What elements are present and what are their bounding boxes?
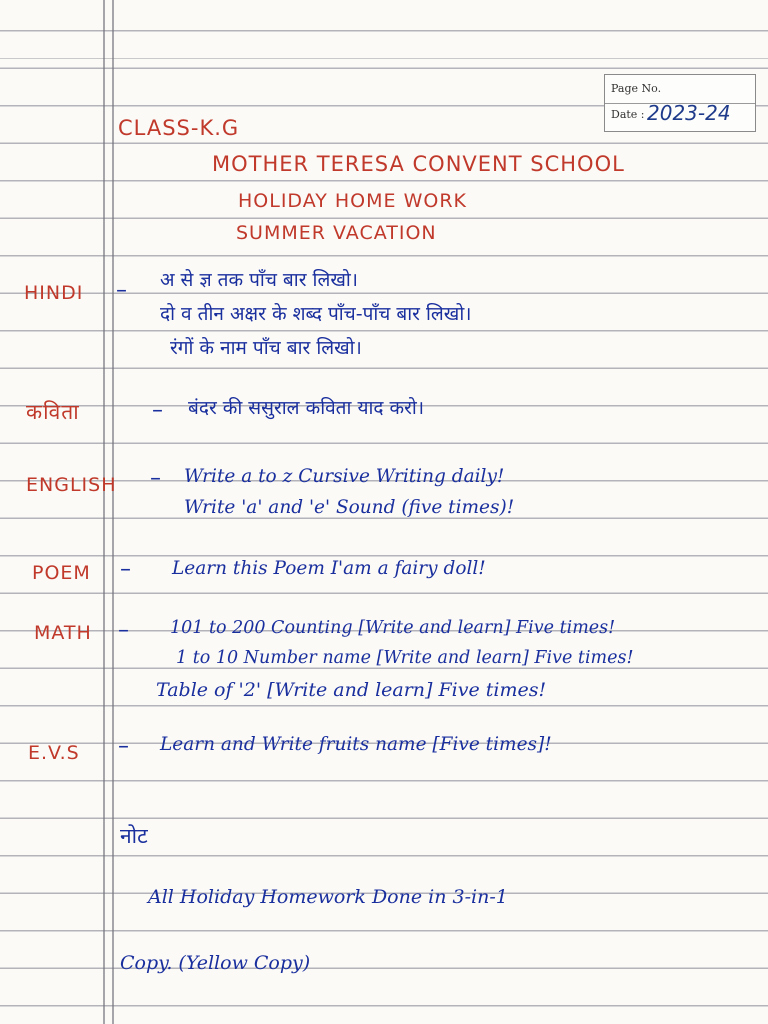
margin-line-inner — [112, 0, 114, 1024]
english-line-1: Write a to z Cursive Writing daily! — [184, 466, 505, 487]
dash: – — [118, 618, 129, 643]
dash: – — [118, 734, 129, 759]
school-name: MOTHER TERESA CONVENT SCHOOL — [212, 152, 625, 176]
note-line-2: Copy. (Yellow Copy) — [120, 952, 311, 974]
subject-english: ENGLISH — [26, 474, 117, 496]
holiday-homework-title: HOLIDAY HOME WORK — [238, 190, 467, 212]
subject-math: MATH — [34, 622, 92, 644]
kavita-line-1: बंदर की ससुराल कविता याद करो। — [188, 397, 425, 419]
note-line-1: All Holiday Homework Done in 3-in-1 — [148, 886, 508, 908]
math-line-1: 101 to 200 Counting [Write and learn] Five times! — [170, 618, 616, 638]
summer-vacation-title: SUMMER VACATION — [236, 222, 437, 244]
hindi-line-3: रंगों के नाम पाँच बार लिखो। — [170, 337, 362, 359]
subject-evs: E.V.S — [28, 742, 80, 764]
poem-line-1: Learn this Poem I'am a fairy doll! — [172, 558, 486, 579]
margin-line-outer — [103, 0, 105, 1024]
math-line-2: 1 to 10 Number name [Write and learn] Five times! — [176, 648, 634, 668]
date-value: 2023-24 — [647, 101, 731, 125]
date-label: Date : — [611, 108, 645, 121]
dash: – — [120, 557, 131, 582]
dash: – — [152, 398, 163, 423]
math-line-3: Table of '2' [Write and learn] Five times! — [156, 679, 547, 701]
class-title: CLASS-K.G — [118, 116, 240, 140]
subject-kavita: कविता — [26, 400, 80, 424]
subject-hindi: HINDI — [24, 282, 84, 304]
hindi-line-1: अ से ज्ञ तक पाँच बार लिखो। — [160, 269, 358, 291]
page-no-label: Page No. — [611, 82, 662, 95]
note-label: नोट — [120, 824, 148, 848]
dash: – — [116, 278, 127, 303]
top-rule — [0, 58, 768, 59]
evs-line-1: Learn and Write fruits name [Five times]! — [160, 734, 552, 755]
page-date-box — [604, 74, 756, 132]
dash: – — [150, 466, 161, 491]
hindi-line-2: दो व तीन अक्षर के शब्द पाँच-पाँच बार लिखो। — [160, 303, 472, 325]
english-line-2: Write 'a' and 'e' Sound (five times)! — [184, 497, 515, 518]
subject-poem: POEM — [32, 562, 91, 584]
